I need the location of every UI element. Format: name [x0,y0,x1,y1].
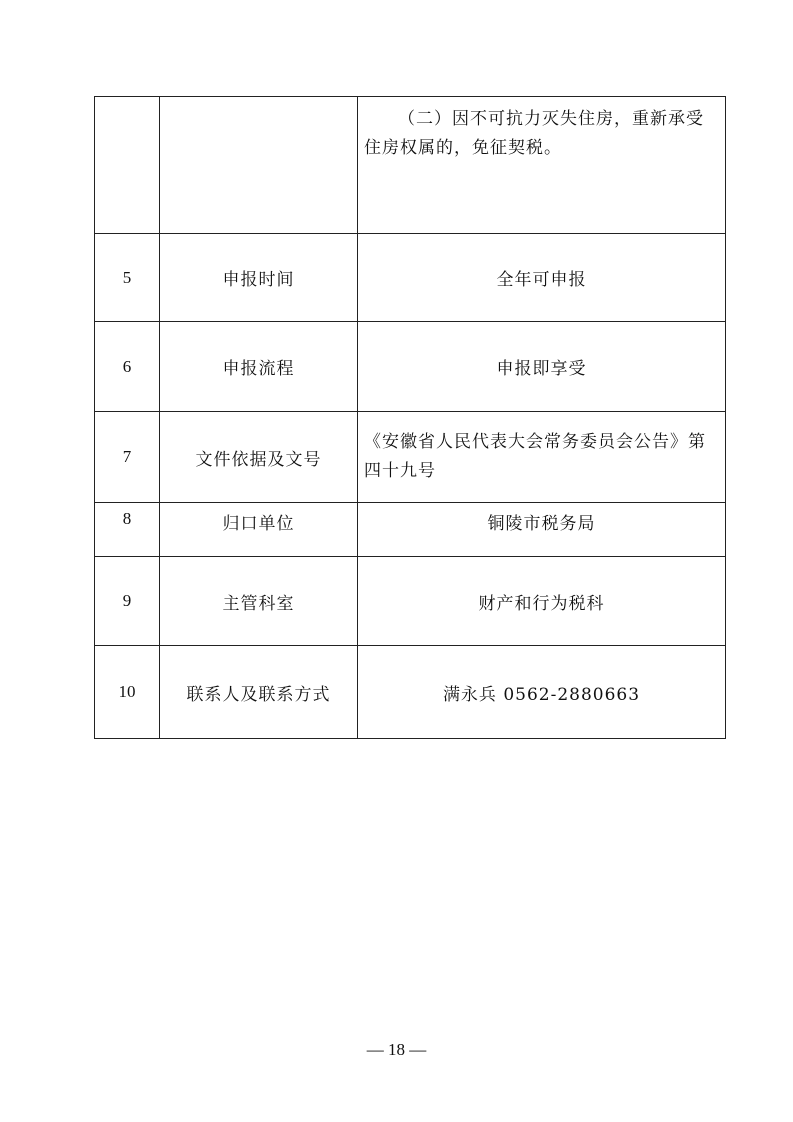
row-number: 7 [95,412,160,503]
policy-table [94,96,726,739]
row-value: （二）因不可抗力灭失住房，重新承受住房权属的，免征契税。 [358,97,726,234]
row-value: 铜陵市税务局 [358,503,726,557]
row-value: 《安徽省人民代表大会常务委员会公告》第四十九号 [358,412,726,503]
row-item [160,97,358,234]
row-item: 归口单位 [160,503,358,557]
table-row [95,557,726,646]
row-item: 主管科室 [160,557,358,646]
row-item: 申报时间 [160,234,358,322]
row-number [95,97,160,234]
row-value: 满永兵 0562-2880663 [358,646,726,739]
page-number: — 18 — [366,1040,427,1059]
table-row [95,322,726,412]
row-number: 9 [95,557,160,646]
row-item: 申报流程 [160,322,358,412]
row-number: 5 [95,234,160,322]
row-number: 10 [95,646,160,739]
table-row [95,97,726,234]
row-item: 联系人及联系方式 [160,646,358,739]
table-row [95,234,726,322]
row-value: 全年可申报 [358,234,726,322]
row-value: 申报即享受 [358,322,726,412]
table-row [95,646,726,739]
table-row [95,412,726,503]
row-value: 财产和行为税科 [358,557,726,646]
row-item: 文件依据及文号 [160,412,358,503]
row-number: 6 [95,322,160,412]
table-row [95,503,726,557]
row-number: 8 [95,503,160,557]
